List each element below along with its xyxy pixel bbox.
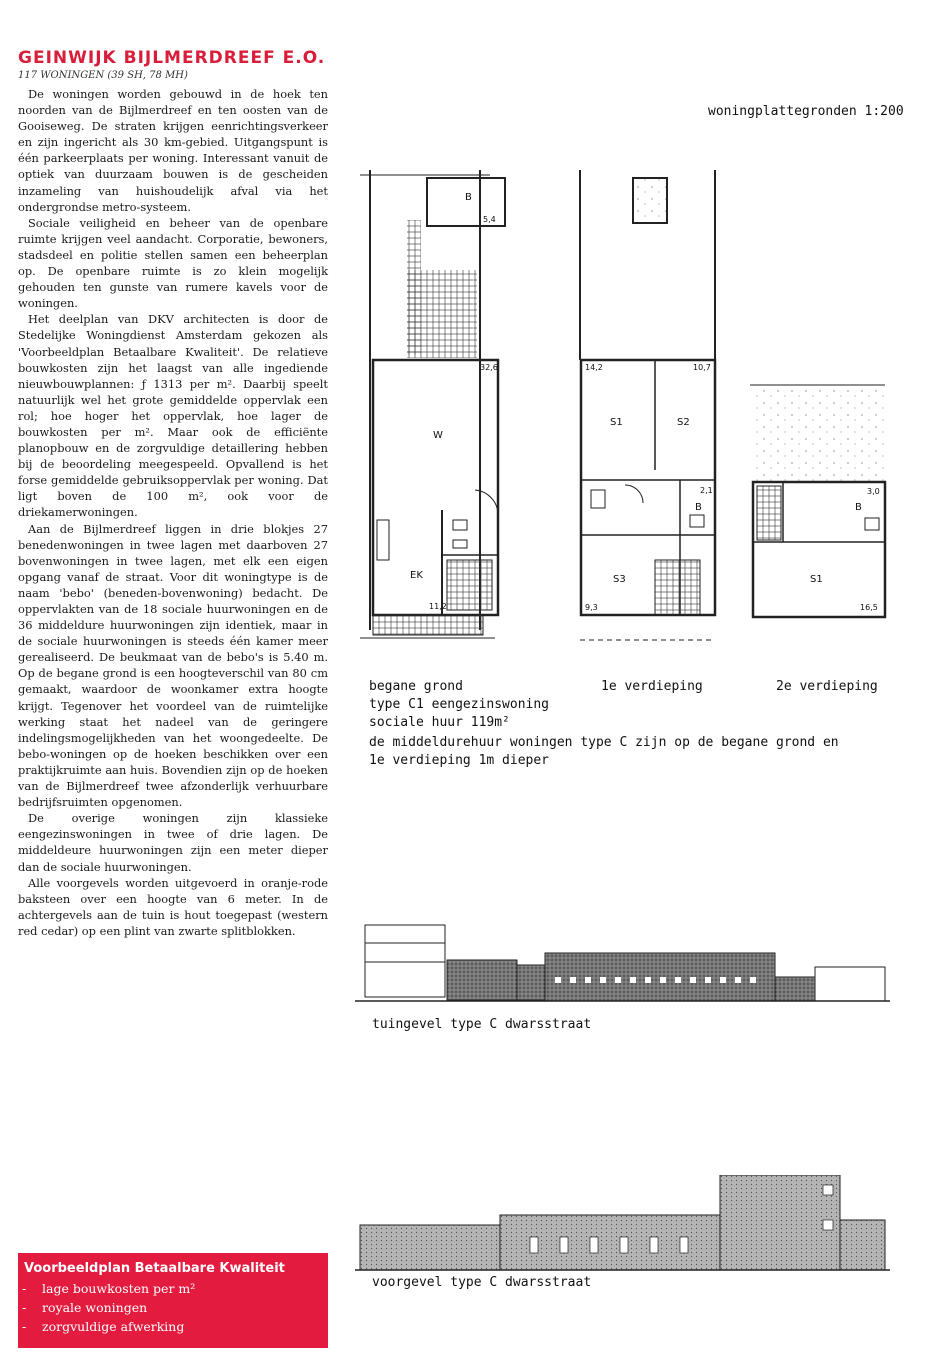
room-area: 16,5 [860, 603, 878, 612]
room-label: S1 [610, 417, 623, 428]
promo-item-text: zorgvuldige afwerking [42, 1319, 185, 1334]
promo-item-text: royale woningen [42, 1300, 148, 1315]
room-area: 10,7 [693, 363, 711, 372]
room-label: S1 [810, 574, 823, 585]
room-label: B [695, 502, 702, 513]
room-area: 3,0 [867, 487, 880, 496]
room-label: S2 [677, 417, 690, 428]
room-area: 14,2 [585, 363, 603, 372]
garden-elevation-drawing [355, 915, 895, 1010]
room-label: W [433, 430, 443, 441]
promo-item [22, 1281, 195, 1296]
promo-item [22, 1319, 184, 1334]
paragraph: Het deelplan van DKV architecten is door de Stedelijke Woningdienst Amsterdam gekozen als 'Voorbeeldplan Betaalbare Kwaliteit'. De relatieve bouwkosten zijn het laagst van alle ingediende nieuwbouwplannen: ƒ 1313 per m². Daarbij speelt natuurlijk wel het grote gemiddelde oppervlak een rol; hoe hoger het oppervlak, hoe lager de bouwkosten per m². Maar ook de efficiënte planopbouw en de zorgvuldige detaillering hebben bij de beoordeling meegespeeld. Opvallend is het forse gemiddelde gebruiksoppervlak per woning. Dat ligt boven de 100 m², ook voor de driekamerwoningen. [18, 312, 328, 520]
paragraph: Aan de Bijlmerdreef liggen in drie blokjes 27 benedenwoningen in twee lagen met daarboven 27 bovenwoningen in twee lagen, met elk een eigen opgang vanaf de straat. Voor dit woningtype is de naam 'bebo' (beneden-bovenwoning) bedacht. De oppervlakten van de 18 sociale huurwoningen en de 36 middeldure huurwoningen zijn identiek, maar in de sociale huurwoningen is steeds één kamer meer gerealiseerd. De beukmaat van de bebo's is 5.40 m. Op de begane grond is een hoogteverschil van 80 cm gemaakt, waardoor de woonkamer extra hoogte krijgt. Tegenover het voordeel van de ruimtelijke werking staat het nadeel van de geringere indelingsmogelijkheden van het woongedeelte. De bebo-woningen op de hoeken beschikken over een praktijkruimte aan huis. Bovendien zijn op de hoeken van de Bijlmerdreef twee afzonderlijk verhuurbare bedrijfsruimten opgenomen. [18, 521, 328, 810]
room-label: B [855, 502, 862, 513]
bullet: - [22, 1300, 27, 1315]
room-area: 11,2 [429, 602, 447, 611]
page-subtitle: 117 WONINGEN (39 SH, 78 MH) [18, 70, 188, 81]
promo-item [22, 1300, 147, 1315]
room-label: S3 [613, 574, 626, 585]
paragraph: De woningen worden gebouwd in de hoek ten noorden van de Bijlmerdreef en ten oosten van de Gooiseweg. De straten krijgen eenrichtingsverkeer en zijn ingericht als 30 km-gebied. Uitgangspunt is één parkeerplaats per woning. Interessant vanuit de optiek van duurzaam bouwen is de gescheiden inzameling van huishoudelijk afval via het ondergrondse metro-systeem. [18, 87, 328, 214]
room-area: 2,1 [700, 486, 713, 495]
promo-box [18, 1253, 328, 1348]
paragraph: Sociale veiligheid en beheer van de openbare ruimte krijgen veel aandacht. Corporatie, bewoners, stadsdeel en politie stellen samen een beheerplan op. De openbare ruimte is zo klein mogelijk gehouden ten gunste van rumere kavels voor de woningen. [18, 215, 328, 311]
garden-elevation-caption: tuingevel type C dwarsstraat [372, 1017, 592, 1032]
note-line: 1e verdieping 1m dieper [369, 753, 550, 768]
room-area: 9,3 [585, 603, 598, 612]
room-area: 5,4 [483, 215, 496, 224]
room-label: EK [410, 570, 423, 581]
promo-item-text: lage bouwkosten per m² [42, 1281, 196, 1296]
rent-label: sociale huur 119m² [369, 715, 510, 730]
room-area: 32,6 [480, 363, 498, 372]
floor-label-ground: begane grond [369, 679, 463, 694]
plans-scale-label: woningplattegronden 1:200 [708, 104, 904, 119]
front-elevation-drawing [355, 1175, 895, 1275]
page-title: GEINWIJK BIJLMERDREEF E.O. [18, 48, 326, 68]
floor-label-second: 2e verdieping [776, 679, 878, 694]
front-elevation-caption: voorgevel type C dwarsstraat [372, 1275, 592, 1290]
note-line: de middeldurehuur woningen type C zijn op de begane grond en [369, 735, 839, 750]
type-label: type C1 eengezinswoning [369, 697, 550, 712]
floor-plans-drawing [355, 160, 900, 660]
paragraph: De overige woningen zijn klassieke eengezinswoningen in twee of drie lagen. De middeldeure huurwoningen zijn een meter dieper dan de sociale huurwoningen. [18, 811, 328, 874]
bullet: - [22, 1281, 27, 1296]
room-label: B [465, 192, 472, 203]
paragraph: Alle voorgevels worden uitgevoerd in oranje-rode baksteen over een hoogte van 6 meter. In de achtergevels aan de tuin is hout toegepast (western red cedar) op een plint van zwarte splitblokken. [18, 875, 328, 938]
floor-label-first: 1e verdieping [601, 679, 703, 694]
article-body [18, 86, 328, 939]
bullet: - [22, 1319, 27, 1334]
promo-title: Voorbeeldplan Betaalbare Kwaliteit [24, 1261, 285, 1276]
